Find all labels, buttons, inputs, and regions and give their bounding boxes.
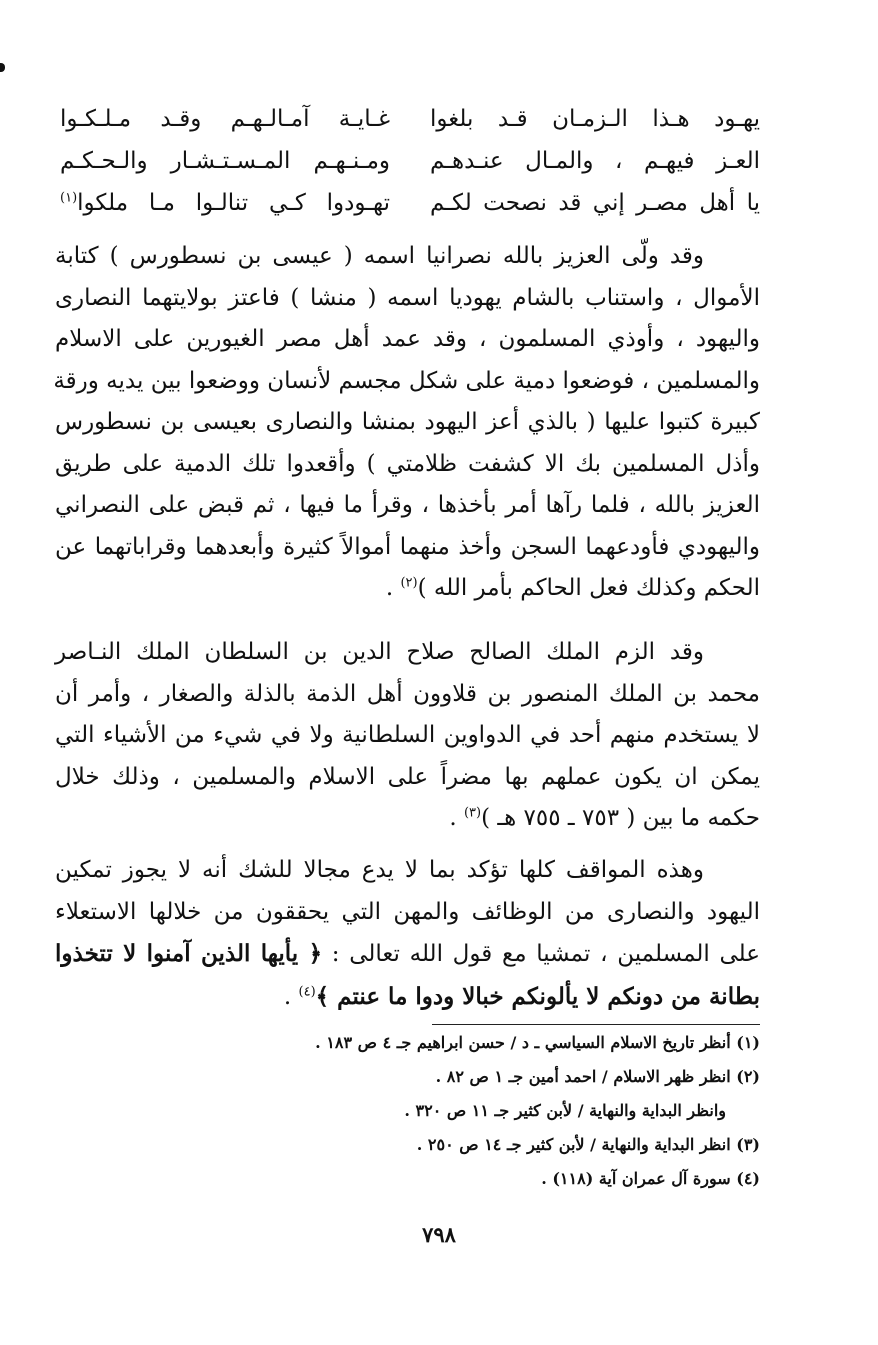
paragraph — [55, 632, 760, 840]
paragraph-1 — [55, 236, 760, 610]
verse-hemistich-right: يا أهل مصـر إني قد نصحت لكـم — [430, 190, 760, 216]
footnotes — [55, 1026, 760, 1196]
quran-quote: ﴿ يأيها الذين آمنوا لا تتخذوا — [55, 940, 323, 967]
footnote-ref: (٢) — [400, 575, 418, 591]
footnote-ref: (١) — [60, 190, 78, 206]
poem-verse — [60, 98, 760, 224]
text-line: محمد بن الملك المنصور بن قلاوون أهل الذمة بالذلة والصغار ، وأمر أن — [55, 680, 760, 707]
line-text: حكمه ما بين ( ٧٥٣ ـ ٧٥٥ هـ ) — [481, 805, 760, 831]
footnote: (٤) سورة آل عمران آية (١١٨) . — [541, 1169, 760, 1188]
verse-line — [60, 140, 760, 182]
text-line: وأذل المسلمين بك الا كشفت ظلامتي ) وأقعدوا تلك الدمية على طريق — [55, 450, 760, 477]
page-number: ٧٩٨ — [422, 1222, 456, 1247]
text-line: والمسلمين ، فوضعوا دمية على شكل مجسم لأنسان ووضعوا بين يديه ورقة — [53, 367, 760, 394]
paragraph — [55, 850, 760, 1018]
footnote: (٢) انظر ظهر الاسلام / احمد أمين جـ ١ ص ٨٢ . — [435, 1067, 760, 1086]
paragraph — [55, 236, 760, 610]
footnote: (١) أنظر تاريخ الاسلام السياسي ـ د / حسن ابراهيم جـ ٤ ص ١٨٣ . — [315, 1033, 760, 1052]
line-text: على المسلمين ، تمشيا مع قول الله تعالى : — [331, 941, 760, 967]
text-line — [55, 933, 760, 976]
text-line: العزيز بالله ، فلما رآها أمر بأخذها ، وقرأ ما فيها ، ثم قبض على النصراني — [55, 492, 760, 518]
text-line: يمكن ان يكون عملهم بها مضراً على الاسلام والمسلمين ، وذلك خلال — [55, 763, 760, 790]
verse-line — [60, 182, 760, 224]
footnote: (٣) انظر البداية والنهاية / لأبن كثير جـ ١٤ ص ٢٥٠ . — [416, 1135, 760, 1154]
verse-hemistich-left: ومـنـهـم المـسـتـشـار والـحـكـم — [60, 148, 390, 174]
verse-hemistich-right: يهـود هـذا الـزمـان قـد بلغوا — [430, 106, 760, 132]
verse-text: تهـودوا كـي تنالـوا مـا ملكوا — [77, 190, 390, 216]
footnote-ref: (٣) — [463, 805, 482, 821]
text-line: وهذه المواقف كلها تؤكد بما لا يدع مجالا للشك أنه لا يجوز تمكين — [55, 857, 704, 883]
text-line — [55, 798, 760, 840]
footnote-ref: (٤) — [298, 983, 316, 999]
text-line: وقد الزم الملك الصالح صلاح الدين بن السلطان الملك النـاصر — [55, 639, 704, 665]
text-line: الأموال ، واستناب بالشام يهوديا اسمه ( منشا ) فاعتز بولايتهما النصارى — [55, 284, 760, 311]
text-line: واليهودي فأودعهما السجن وأخذ منهما أموالاً كثيرة وأبعدهما وقراباتهما عن — [55, 533, 760, 560]
line-tail: . — [449, 805, 464, 831]
text-line: اليهود والنصارى من الوظائف والمهن التي يحققون من خلالها الاستعلاء — [55, 898, 760, 925]
line-tail: . — [385, 575, 401, 601]
footnote-divider — [432, 1024, 760, 1025]
verse-hemistich-left — [60, 182, 390, 224]
verse-hemistich-left: غـايـة آمـالـهـم وقـد مـلـكـوا — [60, 106, 390, 132]
verse-line — [60, 98, 760, 140]
text-line: كبيرة كتبوا عليها ( بالذي أعز اليهود بمنشا والنصارى بعيسى بن نسطورس — [55, 409, 760, 435]
paragraph-2 — [55, 632, 760, 840]
text-line — [55, 568, 760, 610]
scan-edge-mark — [0, 63, 5, 72]
paragraph-3 — [55, 850, 760, 1018]
text-line — [55, 976, 760, 1019]
verse-hemistich-right: العـز فيهـم ، والمـال عنـدهـم — [430, 148, 760, 174]
text-line: واليهود ، وأوذي المسلمون ، وقد عمد أهل مصر الغيورين على الاسلام — [55, 326, 760, 352]
line-tail: . — [283, 983, 299, 1010]
line-text: الحكم وكذلك فعل الحاكم بأمر الله ) — [417, 575, 760, 601]
text-line: لا يستخدم منهم أحد في الدواوين السلطانية ولا في شيء من الأشياء التي — [55, 722, 760, 748]
footnote: وانظر البداية والنهاية / لأبن كثير جـ ١١ ص ٣٢٠ . — [404, 1101, 726, 1120]
quran-quote: بطانة من دونكم لا يألونكم خبالا ودوا ما عنتم ﴾ — [315, 982, 760, 1010]
text-line: وقد ولّى العزيز بالله نصرانيا اسمه ( عيسى بن نسطورس ) كتابة — [55, 243, 704, 269]
